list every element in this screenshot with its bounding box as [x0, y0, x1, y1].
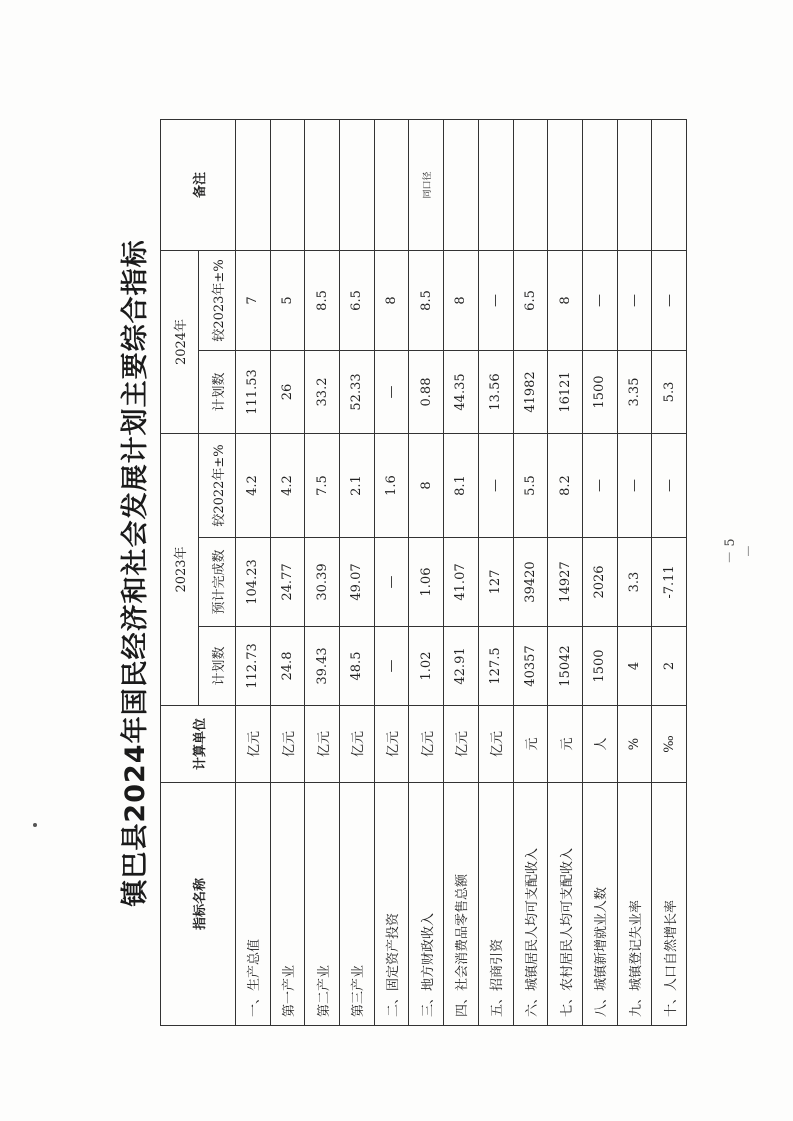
cell-vs-2022: — [617, 433, 652, 537]
cell-note [305, 119, 340, 250]
cell-plan-2024: 26 [270, 350, 305, 433]
table-row [548, 119, 583, 1025]
cell-est-2023: 3.3 [617, 538, 652, 627]
cell-plan-2023: 40357 [513, 627, 548, 706]
cell-unit: ‰ [652, 706, 687, 783]
table-row [652, 119, 687, 1025]
cell-plan-2024: 3.35 [617, 350, 652, 433]
cell-vs-2022: 4.2 [236, 433, 271, 537]
header-year-2023: 2023年 [161, 433, 199, 705]
rotated-table-block [112, 120, 686, 1026]
cell-vs-2023: — [582, 250, 617, 350]
cell-unit: 亿元 [478, 706, 513, 783]
header-vs-2022: 较2022年±% [199, 433, 236, 537]
cell-est-2023: — [374, 538, 409, 627]
cell-name: 八、城镇新增就业人数 [582, 783, 617, 1026]
cell-est-2023: 2026 [582, 538, 617, 627]
cell-name: 第二产业 [305, 783, 340, 1026]
cell-plan-2024: 33.2 [305, 350, 340, 433]
cell-plan-2023: 39.43 [305, 627, 340, 706]
table-body [161, 119, 687, 1025]
cell-unit: 亿元 [236, 706, 271, 783]
cell-note [548, 119, 583, 250]
document-title: 镇巴县2024年国民经济和社会发展计划主要综合指标 [120, 239, 151, 907]
cell-note [617, 119, 652, 250]
cell-est-2023: -7.11 [652, 538, 687, 627]
cell-plan-2023: — [374, 627, 409, 706]
header-estimated-completion: 预计完成数 [199, 538, 236, 627]
cell-note [478, 119, 513, 250]
header-vs-2023: 较2023年±% [199, 250, 236, 350]
table-row [305, 119, 340, 1025]
page-number: － 5 － [723, 538, 757, 564]
cell-vs-2023: — [652, 250, 687, 350]
cell-vs-2022: 1.6 [374, 433, 409, 537]
cell-note [513, 119, 548, 250]
header-row-years [161, 119, 199, 1025]
cell-name: 五、招商引资 [478, 783, 513, 1026]
cell-plan-2024: 52.33 [340, 350, 375, 433]
cell-unit: 亿元 [305, 706, 340, 783]
cell-plan-2024: 44.35 [444, 350, 479, 433]
cell-vs-2023: 6.5 [513, 250, 548, 350]
cell-plan-2024: 16121 [548, 350, 583, 433]
table-row [582, 119, 617, 1025]
cell-unit: 亿元 [374, 706, 409, 783]
cell-vs-2023: 8 [374, 250, 409, 350]
cell-plan-2023: 112.73 [236, 627, 271, 706]
cell-plan-2024: — [374, 350, 409, 433]
cell-vs-2023: 8 [548, 250, 583, 350]
cell-name: 六、城镇居民人均可支配收入 [513, 783, 548, 1026]
cell-est-2023: 49.07 [340, 538, 375, 627]
cell-vs-2022: 8 [409, 433, 444, 537]
cell-est-2023: 41.07 [444, 538, 479, 627]
cell-vs-2023: 6.5 [340, 250, 375, 350]
cell-vs-2023: 5 [270, 250, 305, 350]
cell-vs-2023: 8.5 [409, 250, 444, 350]
cell-note [340, 119, 375, 250]
cell-est-2023: 14927 [548, 538, 583, 627]
cell-name: 三、地方财政收入 [409, 783, 444, 1026]
cell-name: 二、固定资产投资 [374, 783, 409, 1026]
cell-plan-2024: 5.3 [652, 350, 687, 433]
cell-vs-2022: — [652, 433, 687, 537]
cell-est-2023: 30.39 [305, 538, 340, 627]
cell-unit: 亿元 [270, 706, 305, 783]
cell-plan-2023: 15042 [548, 627, 583, 706]
cell-vs-2022: 8.1 [444, 433, 479, 537]
table-row [270, 119, 305, 1025]
table-row [444, 119, 479, 1025]
cell-vs-2022: 7.5 [305, 433, 340, 537]
cell-plan-2024: 1500 [582, 350, 617, 433]
cell-vs-2022: 2.1 [340, 433, 375, 537]
cell-name: 第一产业 [270, 783, 305, 1026]
cell-vs-2022: 8.2 [548, 433, 583, 537]
cell-name: 一、生产总值 [236, 783, 271, 1026]
cell-plan-2024: 111.53 [236, 350, 271, 433]
cell-plan-2023: 48.5 [340, 627, 375, 706]
cell-unit: 亿元 [409, 706, 444, 783]
cell-note [444, 119, 479, 250]
cell-est-2023: 127 [478, 538, 513, 627]
cell-unit: % [617, 706, 652, 783]
cell-plan-2024: 41982 [513, 350, 548, 433]
cell-plan-2023: 127.5 [478, 627, 513, 706]
cell-note [236, 119, 271, 250]
cell-est-2023: 104.23 [236, 538, 271, 627]
cell-vs-2023: 7 [236, 250, 271, 350]
cell-vs-2022: 5.5 [513, 433, 548, 537]
cell-vs-2022: — [582, 433, 617, 537]
table-row [513, 119, 548, 1025]
cell-unit: 元 [513, 706, 548, 783]
cell-plan-2023: 4 [617, 627, 652, 706]
table-row [340, 119, 375, 1025]
cell-name: 四、社会消费品零售总额 [444, 783, 479, 1026]
scan-speck [33, 823, 37, 827]
header-plan-2024: 计划数 [199, 350, 236, 433]
cell-vs-2023: 8.5 [305, 250, 340, 350]
cell-note [582, 119, 617, 250]
cell-unit: 亿元 [444, 706, 479, 783]
table-row [374, 119, 409, 1025]
header-year-2024: 2024年 [161, 250, 199, 433]
cell-est-2023: 1.06 [409, 538, 444, 627]
cell-plan-2023: 42.91 [444, 627, 479, 706]
cell-name: 七、农村居民人均可支配收入 [548, 783, 583, 1026]
header-remarks: 备注 [161, 119, 236, 250]
cell-vs-2022: 4.2 [270, 433, 305, 537]
cell-note [652, 119, 687, 250]
cell-note [374, 119, 409, 250]
indicators-table [160, 119, 687, 1026]
header-unit: 计算单位 [161, 706, 236, 783]
header-plan-2023: 计划数 [199, 627, 236, 706]
cell-vs-2023: — [478, 250, 513, 350]
cell-note: 同口径 [409, 119, 444, 250]
cell-name: 九、城镇登记失业率 [617, 783, 652, 1026]
cell-vs-2022: — [478, 433, 513, 537]
cell-name: 十、人口自然增长率 [652, 783, 687, 1026]
cell-vs-2023: — [617, 250, 652, 350]
cell-note [270, 119, 305, 250]
cell-est-2023: 24.77 [270, 538, 305, 627]
cell-vs-2023: 8 [444, 250, 479, 350]
table-row [236, 119, 271, 1025]
cell-plan-2023: 24.8 [270, 627, 305, 706]
table-row [478, 119, 513, 1025]
cell-plan-2024: 0.88 [409, 350, 444, 433]
cell-unit: 人 [582, 706, 617, 783]
table-row [409, 119, 444, 1025]
cell-plan-2024: 13.56 [478, 350, 513, 433]
cell-plan-2023: 1500 [582, 627, 617, 706]
cell-unit: 元 [548, 706, 583, 783]
header-indicator-name: 指标名称 [161, 783, 236, 1026]
cell-plan-2023: 1.02 [409, 627, 444, 706]
cell-name: 第三产业 [340, 783, 375, 1026]
table-row [617, 119, 652, 1025]
cell-plan-2023: 2 [652, 627, 687, 706]
cell-est-2023: 39420 [513, 538, 548, 627]
cell-unit: 亿元 [340, 706, 375, 783]
